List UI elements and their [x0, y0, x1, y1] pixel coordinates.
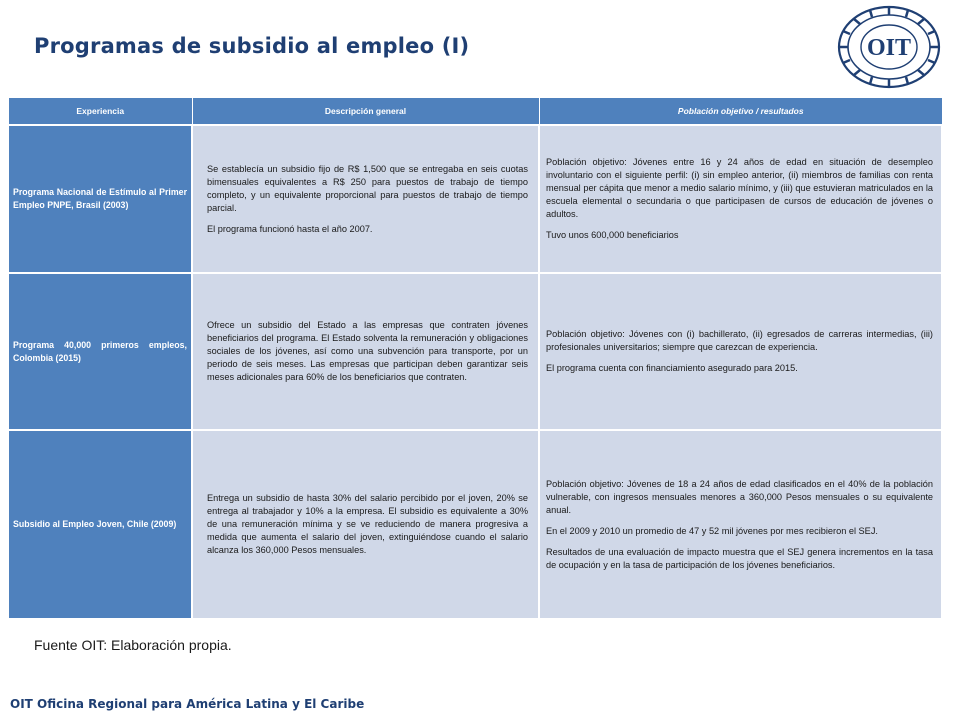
descripcion-cell [192, 125, 539, 273]
source-note: Fuente OIT: Elaboración propia. [34, 637, 232, 653]
header-poblacion: Población objetivo / resultados [539, 98, 942, 125]
experiencia-cell: Subsidio al Empleo Joven, Chile (2009) [9, 430, 192, 618]
table-row [9, 125, 942, 273]
header-descripcion: Descripción general [192, 98, 539, 125]
descripcion-cell [192, 430, 539, 618]
poblacion-text: En el 2009 y 2010 un promedio de 47 y 52 mil jóvenes por mes recibieron el SEJ. [546, 525, 878, 536]
poblacion-text: El programa cuenta con financiamiento asegurado para 2015. [546, 363, 798, 373]
poblacion-cell [539, 273, 942, 430]
oit-logo [832, 4, 946, 90]
poblacion-text: Población objetivo: Jóvenes con (i) bachillerato, (ii) egresados de carreras intermedias, (iii) profesionales universitarios; siempre que carezcan de experiencia. [546, 329, 933, 352]
poblacion-cell [539, 125, 942, 273]
poblacion-text: Población objetivo: Jóvenes entre 16 y 24 años de edad en situación de desempleo involuntario con el siguiente perfil: (i) sin empleo anterior, (ii) miembros de familias con renta mensual per cápita que menor a medio salario mínimo, y (iii) que estuvieran matriculados en la escuela elemental o secundaria o que participasen de cursos de educación de jóvenes o adultos. [546, 157, 933, 219]
programs-table [9, 98, 943, 618]
experiencia-cell: Programa 40,000 primeros empleos, Colombia (2015) [9, 273, 192, 430]
header-experiencia: Experiencia [9, 98, 192, 125]
footer-text: OIT Oficina Regional para América Latina y El Caribe [10, 697, 365, 711]
table-header-row [9, 98, 942, 125]
descripcion-text: Ofrece un subsidio del Estado a las empresas que contraten jóvenes beneficiarios del programa. El Estado solventa la remuneración y obligaciones sociales de los jóvenes, así como una subvención para transporte, por un periodo de seis meses. Las empresas que participan deben garantizar seis meses adicionales para 60% de los beneficiarios que contraten. [207, 320, 528, 382]
poblacion-text: Tuvo unos 600,000 beneficiarios [546, 230, 679, 240]
poblacion-text: Población objetivo: Jóvenes de 18 a 24 años de edad clasificados en el 40% de la población vulnerable, con ingresos mensuales menores a 360,000 Pesos mensuales o su equivalente anual. [546, 478, 933, 515]
descripcion-text: Entrega un subsidio de hasta 30% del salario percibido por el joven, 20% se entrega al trabajador y 10% a la empresa. El subsidio es equivalente a 30% de una remuneración mínima y se ve reduciendo de manera progresiva a medida que aumenta el salario del joven, extinguiéndose cuando el salario alcanza los 360,000 Pesos mensuales. [207, 493, 528, 555]
poblacion-cell [539, 430, 942, 618]
poblacion-text: Resultados de una evaluación de impacto muestra que el SEJ genera incrementos en la tasa de ocupación y en la tasa de participación de los jóvenes beneficiarios. [546, 546, 933, 570]
table-row [9, 273, 942, 430]
descripcion-text: Se establecía un subsidio fijo de R$ 1,500 que se entregaba en seis cuotas bimensuales equivalentes a R$ 250 para puestos de trabajo de tiempo completo, y un equivalente proporcional para puestos de trabajo de tiempo parcial. [207, 163, 528, 213]
descripcion-text: El programa funcionó hasta el año 2007. [207, 223, 373, 234]
table-row [9, 430, 942, 618]
logo-text: OIT [866, 35, 912, 61]
experiencia-cell: Programa Nacional de Estímulo al Primer Empleo PNPE, Brasil (2003) [9, 125, 192, 273]
slide-title: Programas de subsidio al empleo (I) [34, 34, 470, 58]
oit-seal-icon [832, 4, 946, 90]
descripcion-cell [192, 273, 539, 430]
